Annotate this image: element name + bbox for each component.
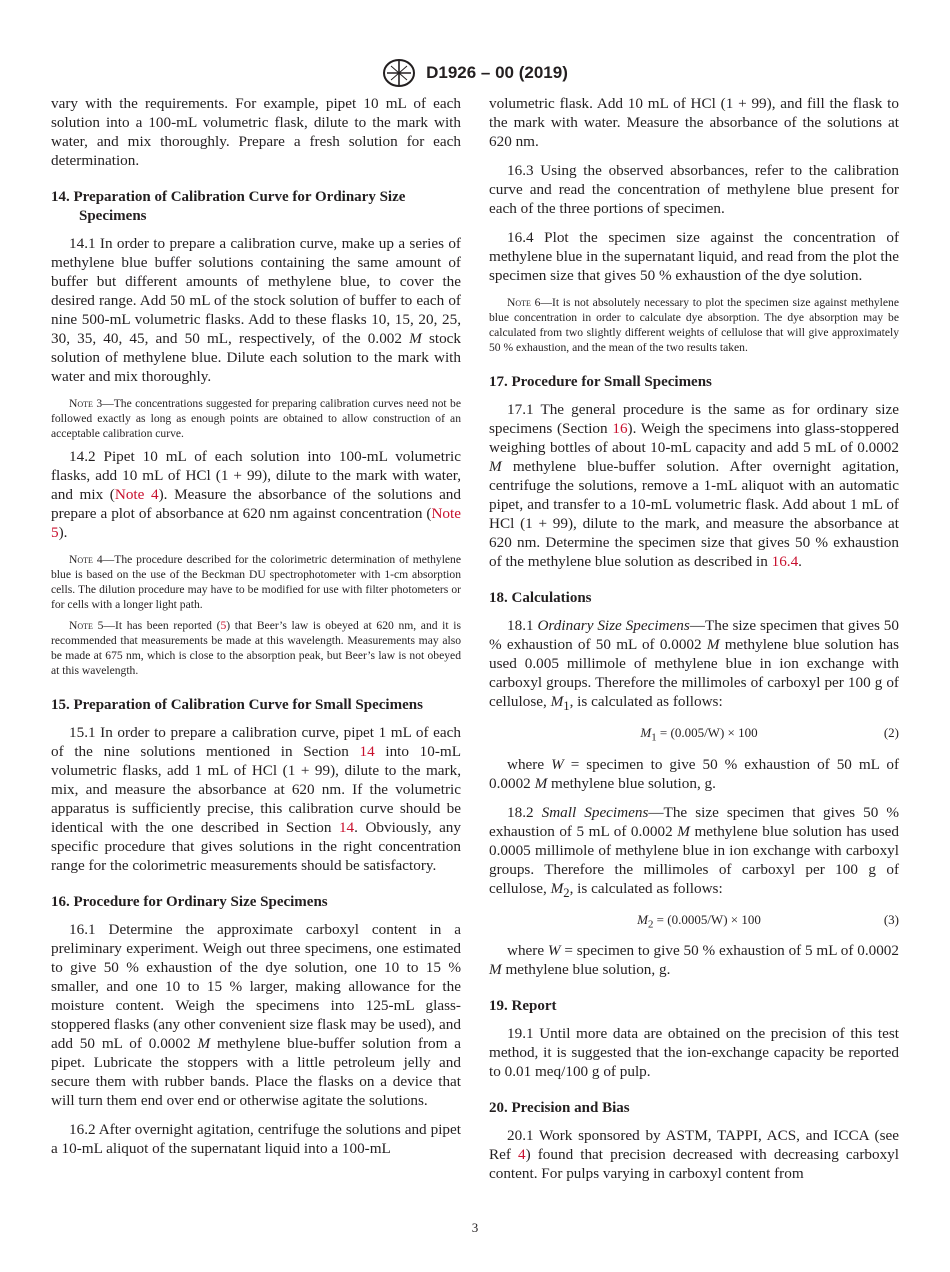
section-18-heading: 18. Calculations: [489, 590, 592, 606]
section-20-heading: 20. Precision and Bias: [489, 1100, 630, 1117]
section-14-link[interactable]: 14: [359, 743, 375, 760]
paragraph-16-2: 16.2 After overnight agitation, centrifuge the solutions and pipet a 10-mL aliquot of the supernatant liquid into a 100-mL: [51, 1121, 461, 1157]
page-number: 3: [471, 1220, 479, 1235]
paragraph-18-2: 18.2 Small Specimens—The size specimen that gives 50 % exhaustion of 5 mL of 0.0002 M methylene blue solution has used 0.0005 millimole of methylene blue in ion exchange with carboxyl groups. Therefore the millimoles of carboxyl per 100 g of cellulose, $M_2$, is calculated as follows:: [489, 803, 900, 900]
paragraph-16-1: 16.1 Determine the approximate carboxyl content in a preliminary experiment. Weigh out three specimens, one estimated to give 50 % exhaustion of the dye solution, one 10 to 15 % smaller, and one 10 to 15 % larger, making allowance for the moisture content. Weigh the specimens into 125-mL glass-stoppered flasks (any other convenient size flask may be used), and add 50 mL of 0.0002 M methylene blue-buffer solution from a pipet. Lubricate the stoppers with a little petroleum jelly and secure them with rubber bands. Place the flasks on a device that will turn them end over end or otherwise agitate the solutions.: [51, 921, 462, 1109]
section-16-link[interactable]: 16: [612, 420, 628, 437]
paragraph-16-2-continued: volumetric flask. Add 10 mL of HCl (1 + 99), and fill the flask to the mark with water. Measure the absorbance of the solutions at 620 nm.: [489, 95, 899, 150]
ref-4-link[interactable]: 4: [518, 1146, 526, 1164]
paragraph-16-4: 16.4 Plot the specimen size against the concentration of methylene blue in the supernatant liquid, and read from the plot the specimen size that gives 50 % exhaustion of the dye solution.: [489, 229, 899, 284]
paragraph-15-1: 15.1 In order to prepare a calibration curve, pipet 1 mL of each of the nine solutions mentioned in Section 14 into 10-mL volumetric flasks, add 1 mL of HCl (1 + 99), dilute to the mark, mix, and measure the absorbance at 620 nm. If the volumetric apparatus is sufficiently precise, this calibration curve should be identical with the one described in Section 14. Obviously, any specific procedure that gives solutions in the right concentration range for the colorimetric measurements should be satisfactory.: [51, 724, 462, 874]
note-3: Note 3—The concentrations suggested for preparing calibration curves need not be followed exactly as long as enough points are obtained to allow construction of an acceptable calibration curve.: [51, 397, 461, 440]
paragraph-14-1: 14.1 In order to prepare a calibration curve, make up a series of methylene blue buffer solutions containing the same amount of buffer but different amounts of methylene blue, to cover the desired range. Add 50 mL of the stock solution of buffer to each of nine 500-mL volumetric flasks. Add to these flasks 10, 15, 20, 25, 30, 35, 40, 45, and 50 mL, respectively, of the 0.002 M stock solution of methylene blue. Dilute each solution to the mark with water and mix thoroughly.: [51, 235, 462, 385]
note-4-link[interactable]: Note 4: [114, 486, 159, 503]
ref-5-link[interactable]: 5: [220, 619, 227, 632]
astm-logo-icon: [382, 58, 416, 88]
section-19-heading: 19. Report: [489, 998, 557, 1015]
section-17-heading: 17. Procedure for Small Specimens: [489, 374, 712, 390]
paragraph-18-1: 18.1 Ordinary Size Specimens—The size specimen that gives 50 % exhaustion of 50 mL of 0.0002 M methylene blue solution has used 0.005 millimole of methylene blue in ion exchange with carboxyl groups. Therefore the millimoles of carboxyl per 100 g of cellulose, $M_1$, is calculated as follows:: [489, 617, 900, 714]
section-16-4-link[interactable]: 16.4: [771, 553, 799, 570]
paragraph-14-2: 14.2 Pipet 10 mL of each solution into 100-mL volumetric flasks, add 10 mL of HCl (1 + 99), dilute to the mark with water, and mix (Note 4). Measure the absorbance of the solutions and prepare a plot of absorbance at 620 nm against concentration (Note 5).: [51, 448, 461, 541]
paragraph-20-1: 20.1 Work sponsored by ASTM, TAPPI, ACS, and ICCA (see Ref 4) found that precision decreased with decreasing carboxyl content. For pulps varying in carboxyl content from: [489, 1127, 899, 1183]
paragraph-17-1: 17.1 The general procedure is the same as for ordinary size specimens (Section 16). Weigh the specimens into glass-stoppered weighing bottles of about 10-mL capacity and add 5 mL of 0.0002 M methylene blue-buffer solution. After overnight agitation, centrifuge the solutions, remove a 1-mL aliquot with an automatic pipet, and transfer to a 10-mL volumetric flask. Add about 1 mL of HCl (1 + 99), dilute to the mark, and measure the absorbance at 620 nm. Determine the specimen size that gives 50 % exhaustion of the methylene blue solution as described in 16.4.: [489, 401, 900, 570]
page-header: [0, 58, 950, 88]
left-column: [51, 94, 461, 1168]
standard-designation: D1926 – 00 (2019): [426, 63, 568, 82]
equation-2: $M_1 = (0.005/W) \times 100$ (2): [640, 725, 899, 744]
paragraph-19-1: 19.1 Until more data are obtained on the precision of this test method, it is suggested that the ion-exchange capacity be reported to 0.01 meq/100 g of pulp.: [489, 1025, 899, 1081]
right-column: [489, 94, 899, 1193]
note-4: Note 4—The procedure described for the colorimetric determination of methylene blue is based on the use of the Beckman DU spectrophotometer with 1-cm absorption cells. The dilution procedure may have to be modified for use with filter photometers or for cells with a longer light path.: [51, 553, 462, 611]
note-5: Note 5—It has been reported (5) that Beer’s law is obeyed at 620 nm, and it is recommended that measurements be made at this wavelength. Measurements may also be made at 675 nm, which is close to the absorption peak, but Beer’s law is not obeyed at this wavelength.: [51, 619, 462, 677]
where-clause-1: where W = specimen to give 50 % exhaustion of 50 mL of 0.0002 M methylene blue solution, g.: [489, 755, 900, 792]
intro-paragraph: vary with the requirements. For example, pipet 10 mL of each solution into a 100-mL volumetric flask, dilute to the mark with water, and mix thoroughly. Prepare a fresh solution for each determination.: [51, 95, 461, 169]
section-14-heading: 14. Preparation of Calibration Curve for Ordinary Size Specimens: [51, 189, 406, 224]
note-6: Note 6—It is not absolutely necessary to plot the specimen size against methylene blue concentration in order to calculate dye absorption. The dye absorption may be calculated from two slightly different weights of cellulose that will give approximately 50 % exhaustion, and the mean of the two results taken.: [489, 296, 899, 354]
section-14-link-2[interactable]: 14: [338, 819, 355, 836]
section-16-heading: 16. Procedure for Ordinary Size Specimens: [51, 894, 328, 910]
equation-3: $M_2 = (0.0005/W) \times 100$ (3): [637, 911, 899, 931]
section-15-heading: 15. Preparation of Calibration Curve for Small Specimens: [51, 697, 423, 713]
where-clause-2: where W = specimen to give 50 % exhaustion of 5 mL of 0.0002 M methylene blue solution, g.: [489, 942, 899, 979]
note-5-link[interactable]: Note 5: [51, 505, 461, 541]
paragraph-16-3: 16.3 Using the observed absorbances, refer to the calibration curve and read the concentration of methylene blue present for each of the three portions of specimen.: [489, 162, 899, 217]
